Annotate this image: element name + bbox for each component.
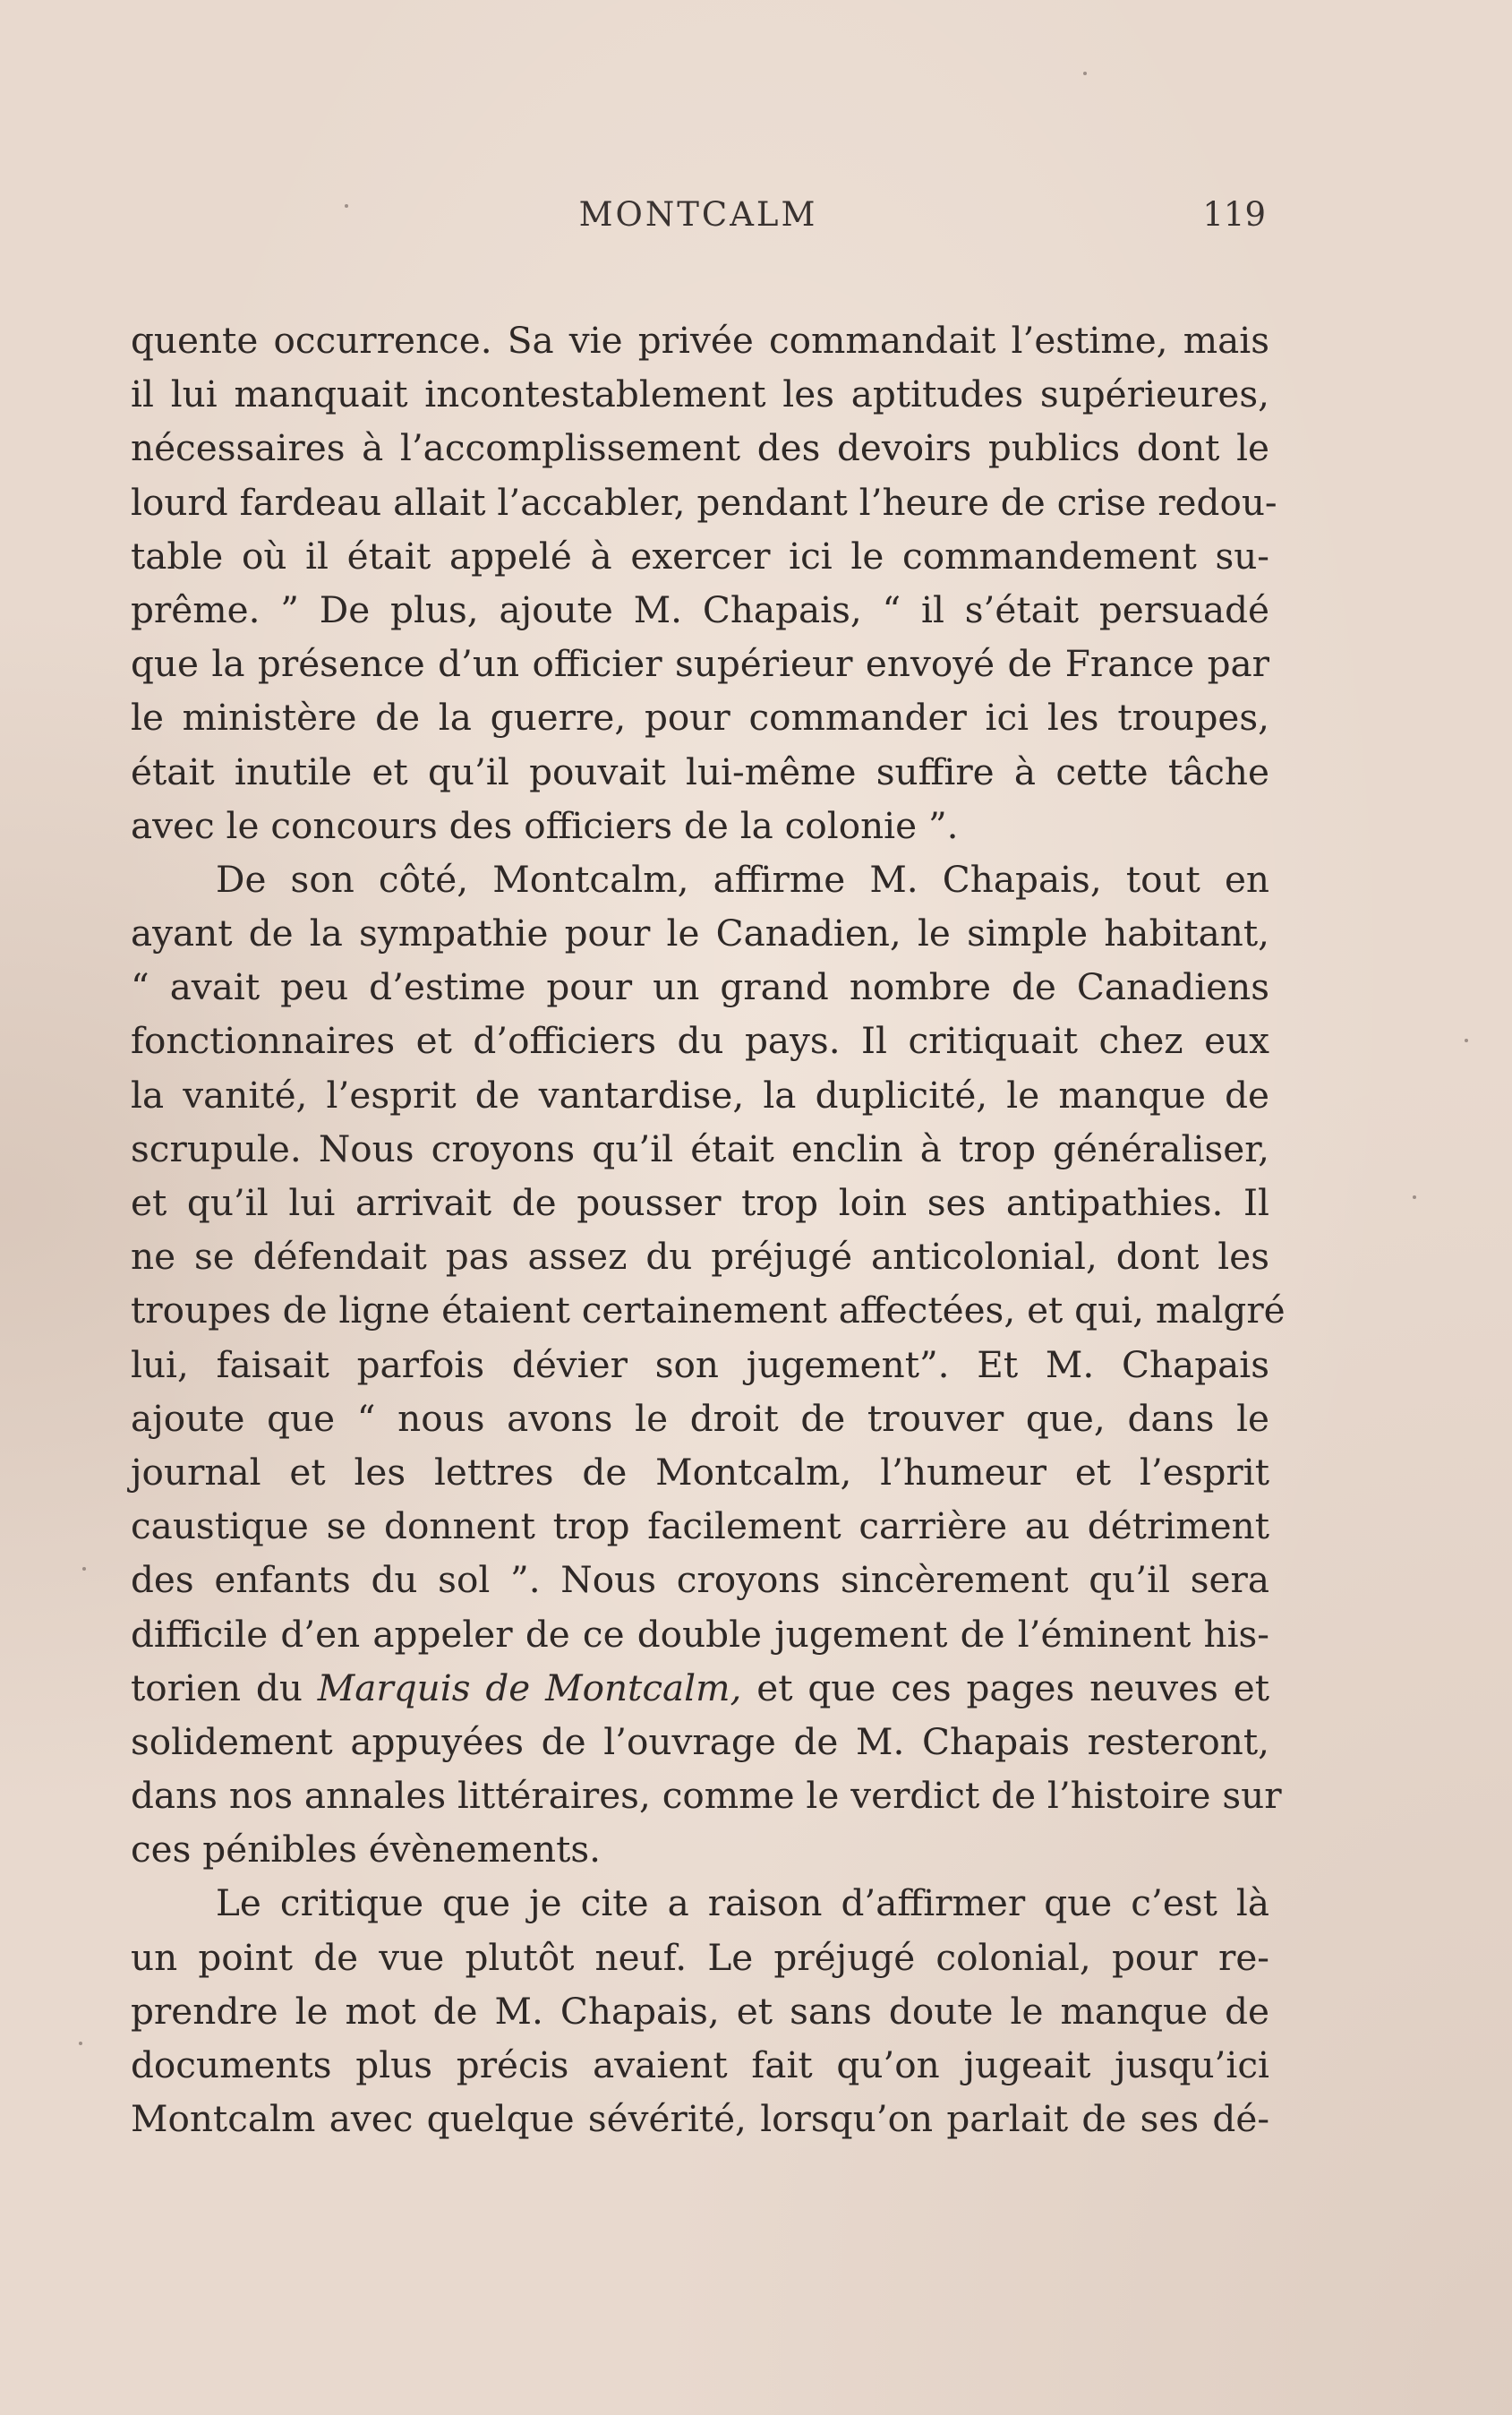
- text-line: documents plus précis avaient fait qu’on jugeait jusqu’ici: [131, 2043, 1269, 2086]
- running-head: [131, 195, 1266, 245]
- text-line: avec le concours des officiers de la colonie ”.: [131, 803, 959, 847]
- text-line: ajoute que “ nous avons le droit de trouver que, dans le: [131, 1396, 1269, 1440]
- text-line: il lui manquait incontestablement les aptitudes supérieures,: [131, 373, 1269, 416]
- page-number: 119: [1202, 195, 1266, 234]
- paper-speck: [345, 204, 348, 208]
- running-title: MONTCALM: [578, 195, 818, 234]
- text-line: quente occurrence. Sa vie privée commandait l’estime, mais: [131, 319, 1269, 362]
- text-segment: torien du: [131, 1666, 318, 1709]
- text-line: que la présence d’un officier supérieur envoyé de France par: [131, 642, 1269, 686]
- text-line: “ avait peu d’estime pour un grand nombre de Canadiens: [131, 965, 1269, 1009]
- paper-speck: [79, 2042, 82, 2045]
- text-line: lui, faisait parfois dévier son jugement”. Et M. Chapais: [131, 1342, 1269, 1386]
- text-line: fonctionnaires et d’officiers du pays. Il critiquait chez eux: [131, 1019, 1269, 1063]
- text-line: troupes de ligne étaient certainement affectées, et qui, malgré: [131, 1289, 1286, 1332]
- text-line: ces pénibles évènements.: [131, 1828, 601, 1871]
- text-line: prendre le mot de M. Chapais, et sans doute le manque de: [131, 1989, 1269, 2033]
- text-line: Le critique que je cite a raison d’affirmer que c’est là: [216, 1881, 1269, 1925]
- text-line: De son côté, Montcalm, affirme M. Chapais, tout en: [216, 857, 1269, 901]
- text-line: difficile d’en appeler de ce double jugement de l’éminent his-: [131, 1612, 1269, 1656]
- text-line: lourd fardeau allait l’accabler, pendant l’heure de crise redou-: [131, 480, 1277, 524]
- text-line: Montcalm avec quelque sévérité, lorsqu’on parlait de ses dé-: [131, 2097, 1269, 2141]
- text-line: table où il était appelé à exercer ici le commandement su-: [131, 534, 1269, 578]
- text-line: solidement appuyées de l’ouvrage de M. Chapais resteront,: [131, 1719, 1269, 1763]
- text-line: ayant de la sympathie pour le Canadien, le simple habitant,: [131, 912, 1269, 955]
- text-line: caustique se donnent trop facilement carrière au détriment: [131, 1504, 1269, 1548]
- text-line: [131, 1661, 1269, 1715]
- paper-speck: [82, 1567, 86, 1571]
- text-line: et qu’il lui arrivait de pousser trop loin ses antipathies. Il: [131, 1181, 1269, 1224]
- text-line: un point de vue plutôt neuf. Le préjugé colonial, pour re-: [131, 1935, 1269, 1979]
- text-line: nécessaires à l’accomplissement des devoirs publics dont le: [131, 426, 1269, 470]
- text-line: prême. ” De plus, ajoute M. Chapais, “ il s’était persuadé: [131, 587, 1269, 631]
- text-line: la vanité, l’esprit de vantardise, la duplicité, le manque de: [131, 1073, 1269, 1117]
- text-line: des enfants du sol ”. Nous croyons sincèrement qu’il sera: [131, 1558, 1269, 1602]
- paper-speck: [1465, 1039, 1468, 1042]
- paper-speck: [1413, 1195, 1416, 1199]
- text-line: scrupule. Nous croyons qu’il était enclin à trop généraliser,: [131, 1126, 1269, 1170]
- text-line: le ministère de la guerre, pour commander ici les troupes,: [131, 696, 1269, 740]
- body-text: [131, 313, 1286, 2145]
- text-line: journal et les lettres de Montcalm, l’humeur et l’esprit: [131, 1450, 1269, 1494]
- text-line: ne se défendait pas assez du préjugé anticolonial, dont les: [131, 1235, 1269, 1279]
- text-line: était inutile et qu’il pouvait lui-même suffire à cette tâche: [131, 749, 1269, 793]
- book-title-italic: Marquis de Montcalm,: [317, 1666, 742, 1709]
- text-segment: et que ces pages neuves et: [741, 1666, 1269, 1709]
- paper-speck: [1083, 72, 1087, 75]
- text-line: dans nos annales littéraires, comme le verdict de l’histoire sur: [131, 1774, 1282, 1818]
